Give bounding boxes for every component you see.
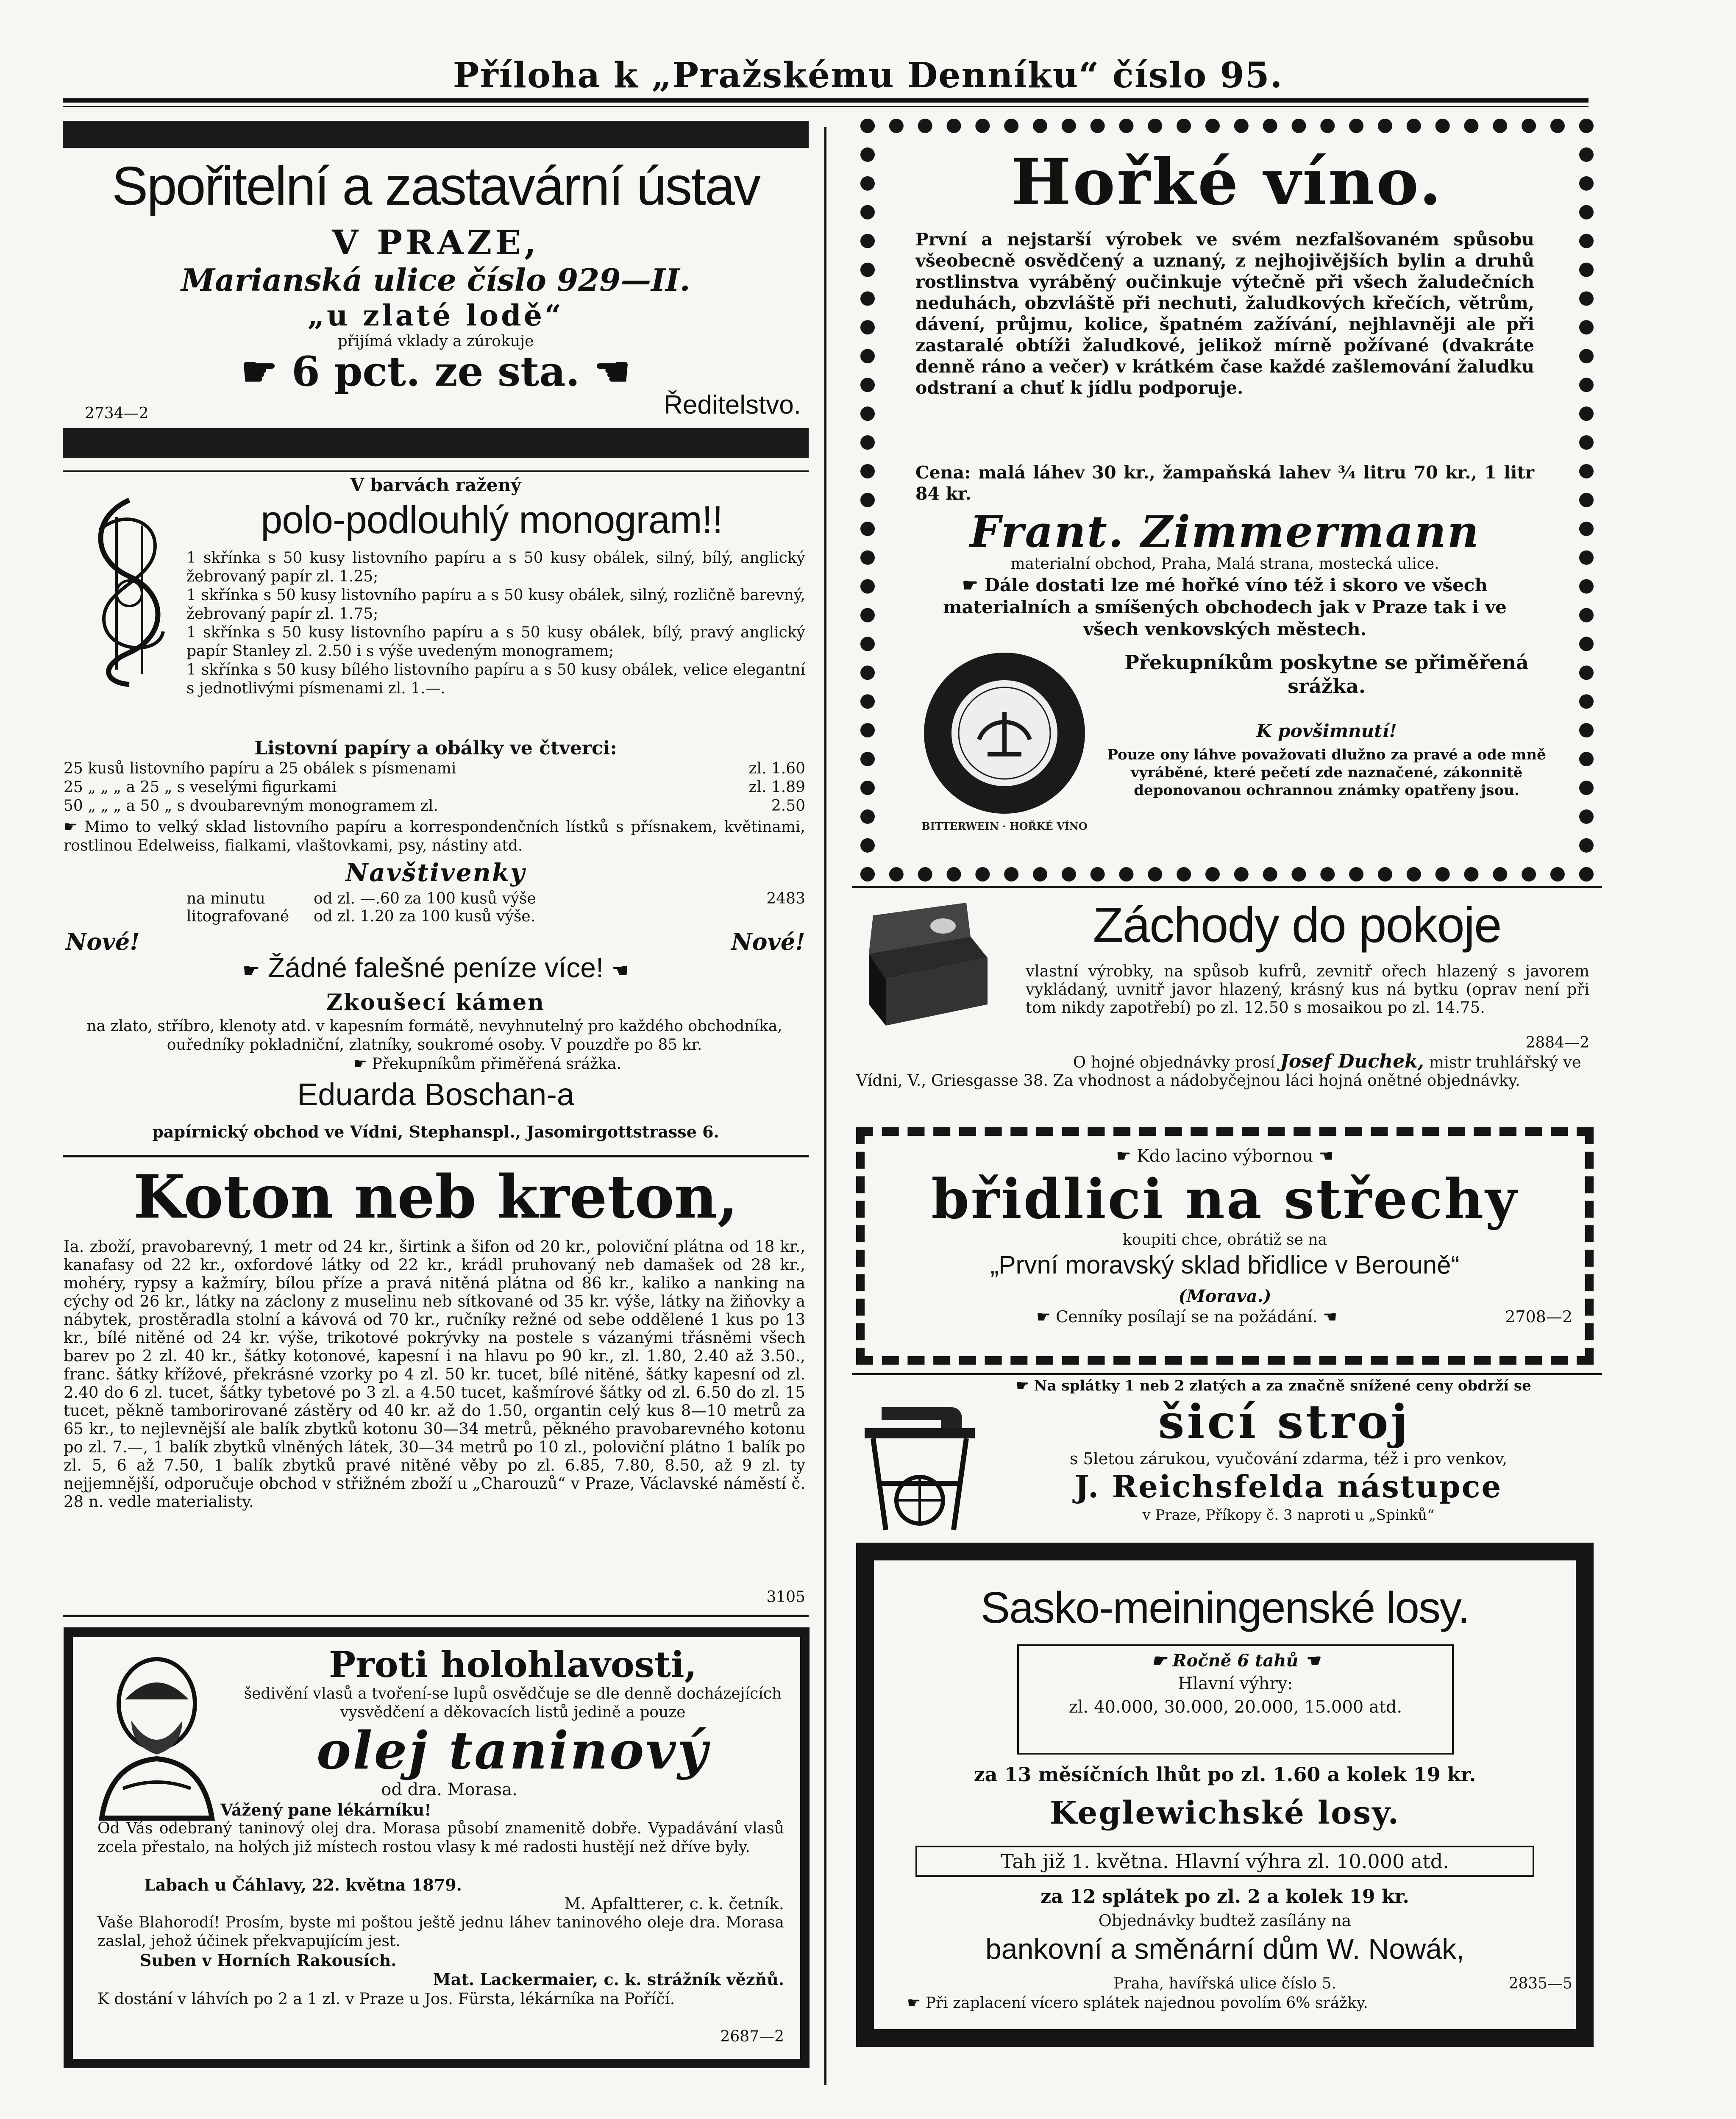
list-item: 1 skřínka s 50 kusy listovního papíru a s 50 kusy obálek, silný, bílý, anglický žebrovaný papír zl. 1.25;: [186, 549, 805, 585]
lottery-months: za 13 měsíčních lhůt po zl. 1.60 a kolek 19 kr.: [974, 1763, 1476, 1786]
hair-number: 2687—2: [720, 2028, 784, 2045]
sewing-text: s 5letou zárukou, vyučování zdarma, též i pro venkov,: [1069, 1449, 1508, 1468]
savings-accepts: přijímá vklady a zúrokuje: [337, 333, 534, 350]
wine-more: [915, 574, 1534, 640]
hair-place2: Suben v Horních Rakousích.: [140, 1951, 397, 1970]
wine-maker-sub: materialní obchod, Praha, Malá strana, mostecká ulice.: [1010, 555, 1439, 573]
table-row: [64, 778, 805, 797]
monogram-ornament-icon: [74, 492, 184, 691]
table-cell: litografované: [186, 908, 289, 925]
hair-product: olej taninový: [316, 1720, 709, 1781]
slate-catalog: [932, 1307, 1441, 1326]
table-cell: 25 „ „ „ a 25 „ s veselými figurkami: [64, 779, 337, 796]
pointing-hand-icon: ☚: [611, 959, 629, 982]
seal-text: BITTERWEIN · HOŘKÉ VÍNO: [921, 820, 1088, 832]
sewing-kicker-text: Na splátky 1 neb 2 zlatých a za značně snížené ceny obdrží se: [1034, 1377, 1531, 1394]
table-cell: 50 „ „ „ a 50 „ s dvoubarevným monogramem zl.: [64, 797, 438, 815]
sewing-machine-icon: [856, 1390, 983, 1534]
toilet-order: [856, 1052, 1589, 1090]
slate-title: břidlici na střechy: [931, 1168, 1519, 1231]
lottery-title: Sasko-meiningenské losy.: [980, 1583, 1469, 1632]
hair-maker: od dra. Morasa.: [381, 1780, 517, 1799]
savings-number: 2734—2: [85, 405, 149, 422]
table-cell: na minutu: [186, 890, 265, 907]
koton-text: Ia. zboží, pravobarevný, 1 metr od 24 kr., širtink a šifon od 20 kr., poloviční plátna od 18 kr., kanafasy od 22 kr., oxfordové látky od 22 kr., krádl pruhovaný neb damašek od 28 kr., mohéry, rypsy a kažmíry, bílou příze a pravá nitěná plátna od 86 kr., kaliko a nanking na cýchy od 26 kr., látky na záclony z muselinu neb sítkované od 35 kr. výše, látky na žiňovky a nábytek, prostěradla stolní a kávová od 70 kr., ručníky režné od sebe oddělené 1 kus po 13 kr., bílé nitěné od 24 kr. výše, trikotové pokrývky na postele s vázanými třásněmi všech barev po 2 zl. 40 kr., šátky kotonové, kapesní i na hlavu po 90 kr., zl. 1.80, 2.40 až 3.50., franc. šátky křížové, překrásné vzorky po 4 zl. 50 kr. tucet, bílé nitěné, šátky kapesní od zl. 2.40 do 6 zl. tucet, šátky tybetové po 3 zl. a 4.50 tucet, kašmírové šátky od zl. 6.50 do zl. 15 tucet, pěkně tamborirované zástěry od 40 kr. až do 1.50, organtin celý kus 8—10 metrů za 65 kr., to nejlevnější ale balík zbytků kotonu 30—34 metrů, pěkného pravobarevného kotonu po zl. 7.—, 1 balík zbytků vlněných látek, 30—34 metrů po 10 zl., poloviční plátno 1 balík po zl. 5, 6 až 7.50, 1 balík zbytků pravé nitěné věby po zl. 6.85, 7.80, 8.50, až 9 zl. ty nejjemnější, odporučuje obchod v střižném zboží u „Charouzů“ v Praze, Václavské náměstí č. 28 n. vedle materialisty.: [64, 1237, 805, 1511]
table-cell: od zl. 1.20 za 100 kusů výše.: [314, 908, 536, 925]
pointing-hand-icon: ☛: [1116, 1146, 1132, 1166]
seal-icon: [920, 648, 1089, 818]
slate-kicker: [873, 1146, 1577, 1166]
hair-place1: Labach u Čáhlavy, 22. května 1879.: [144, 1875, 462, 1894]
stone-discount: [297, 1055, 678, 1073]
table-cell: od zl. —.60 za 100 kusů výše: [314, 890, 536, 907]
slate-number: 2708—2: [1505, 1307, 1572, 1326]
new-right: Nové!: [731, 928, 805, 955]
pointing-hand-icon: ☛: [907, 1994, 921, 2012]
koton-number: 3105: [766, 1588, 805, 1606]
cards-title: Navštivenky: [345, 858, 526, 887]
wine-resell: Překupníkům poskytne se přiměřená srážka.: [1124, 651, 1529, 698]
header-rule-thin: [63, 106, 1589, 107]
table-row: [186, 890, 805, 908]
sewing-kicker: [954, 1377, 1594, 1394]
pointing-hand-icon: ☚: [1304, 1651, 1320, 1671]
pointing-hand-icon: ☛: [962, 575, 978, 595]
hair-sign1: M. Apfaltterer, c. k. četník.: [564, 1894, 784, 1913]
savings-rate: [63, 348, 809, 395]
hair-sale: K dostání v láhvích po 2 a 1 zl. v Praze u Jos. Fürsta, lékárníka na Poříčí.: [97, 1990, 675, 2008]
monogram-kicker: V barvách ražený: [350, 475, 521, 495]
slate-kicker-text: Kdo lacino výbornou: [1136, 1146, 1313, 1166]
sewing-title: šicí stroj: [1158, 1394, 1410, 1449]
hair-sign2: Mat. Lackermaier, c. k. strážník vězňů.: [433, 1970, 784, 1989]
table-cell: zl. 1.60: [748, 760, 805, 777]
savings-bottom-bar: [63, 428, 809, 458]
monogram-note: [64, 818, 805, 855]
list-item: 1 skřínka s 50 kusy bílého listovního papíru a s 50 kusy obálek, velice elegantní s jednotlivými písmenami zl. 1.—.: [186, 661, 805, 697]
pointing-hand-icon: ☛: [353, 1055, 367, 1073]
sewing-maker: J. Reichsfelda nástupce: [1074, 1468, 1502, 1504]
savings-top-bar: [63, 121, 809, 148]
lottery-kegl: Keglewichské losy.: [1049, 1795, 1400, 1831]
rule: [852, 1373, 1602, 1375]
lottery-installments: za 12 splátek po zl. 2 a kolek 19 kr.: [1040, 1886, 1409, 1908]
cards-table: [186, 890, 805, 926]
sewing-address: v Praze, Příkopy č. 3 naproti u „Spinků“: [1142, 1507, 1435, 1524]
table-cell: 2.50: [771, 797, 805, 815]
pointing-hand-icon: ☚: [1318, 1146, 1334, 1166]
monogram-items: [186, 549, 805, 698]
bust-portrait-icon: [85, 1649, 229, 1822]
coins-title: [63, 951, 809, 984]
pointing-hand-icon: ☛: [1036, 1307, 1051, 1326]
pointing-hand-icon: ☛: [1151, 1651, 1167, 1671]
header-rule: [63, 98, 1589, 103]
wine-maker: Frant. Zimmermann: [970, 506, 1480, 557]
pointing-hand-icon: ☛: [242, 959, 260, 982]
lottery-bank: bankovní a směnární dům W. Nowák,: [985, 1933, 1465, 1965]
savings-street: Marianská ulice číslo 929—II.: [181, 262, 690, 298]
coins-title-text: Žádné falešné peníze více!: [267, 952, 604, 983]
savings-house: „u zlaté lodě“: [307, 299, 564, 333]
stone-text: na zlato, stříbro, klenoty atd. v kapesním formátě, nevyhnutelný pro každého obchodníka, ouředníky pokladniční, zlatníky, soukromé osoby. V pouzdře po 85 kr.: [86, 1018, 782, 1054]
pointing-hand-icon: ☚: [594, 348, 631, 395]
table-row: [186, 908, 805, 926]
slate-region: (Morava.): [1178, 1286, 1271, 1306]
rule: [63, 1615, 809, 1617]
toilet-order-text: O hojné objednávky prosí: [1073, 1053, 1275, 1071]
table-row: [64, 797, 805, 815]
commode-icon: [856, 898, 996, 1043]
rule: [63, 1155, 809, 1157]
lottery-address: Praha, havířská ulice číslo 5.: [1113, 1975, 1336, 1992]
pointing-hand-icon: ☚: [1322, 1307, 1338, 1326]
list-item: 1 skřínka s 50 kusy listovního papíru a s 50 kusy obálek, bílý, pravý anglický papír Stanley zl. 2.50 i s výše uvedeným monogramem;: [186, 624, 805, 660]
slate-want: koupiti chce, obrátiž se na: [1122, 1231, 1327, 1249]
shop-name: Eduarda Boschan-a: [297, 1077, 575, 1112]
stone-discount-text: Překupníkům přiměřená srážka.: [372, 1055, 622, 1073]
table-cell: 25 kusů listovního papíru a 25 obálek s písmenami: [64, 760, 456, 777]
list-item: 1 skřínka s 50 kusy listovního papíru a s 50 kusy obálek, silný, rozličně barevný, žebrovaný papír zl. 1.75;: [186, 587, 805, 623]
hair-title: Proti holohlavosti,: [329, 1643, 697, 1685]
rule: [852, 886, 1602, 888]
toilet-maker-rest: mistr truhlářský ve Vídni, V., Griesgasse 38. Za vhodnost a nádobyčejnou láci hojná onětné objednávky.: [856, 1053, 1581, 1090]
lottery-draws-text: Ročně 6 tahů: [1172, 1651, 1299, 1671]
savings-city: V PRAZE,: [332, 222, 540, 262]
price-table: [64, 759, 805, 815]
slate-catalog-text: Cenníky posílají se na požádání.: [1056, 1307, 1318, 1326]
pointing-hand-icon: ☛: [241, 348, 278, 395]
hair-letter2: Vaše Blahorodí! Prosím, byste mi poštou ještě jednu láhev taninového oleje dra. Morasa zaslal, jehož účinek překvapujícím jest.: [97, 1914, 784, 1950]
shop-address: papírnický obchod ve Vídni, Stephanspl., Jasomirgottstrasse 6.: [152, 1122, 719, 1141]
rule: [63, 470, 809, 472]
toilet-text: vlastní výrobky, na spůsob kufrů, zevnitř ořech hlazený s javorem vykládaný, uvnitř javor hlazený, krásný kus ná bytku (oprav není při tom nikdy zapotřebí) po zl. 12.50 s mosaikou po zl. 14.75.: [1026, 962, 1589, 1017]
table-row: [64, 759, 805, 778]
table-cell: zl. 1.89: [748, 779, 805, 796]
page-title: Příloha k „Pražskému Denníku“ číslo 95.: [453, 55, 1283, 96]
new-left: Nové!: [66, 928, 140, 955]
stone-title: Zkoušecí kámen: [326, 990, 545, 1015]
wine-price: Cena: malá láhev 30 kr., žampaňská lahev ¾ litru 70 kr., 1 litr 84 kr.: [915, 462, 1534, 504]
lottery-draws: [1017, 1651, 1454, 1671]
lottery-discount-text: Při zaplacení vícero splátek najednou povolím 6% srážky.: [925, 1994, 1368, 2012]
column-divider: [824, 127, 826, 2085]
wine-text: První a nejstarší výrobek ve svém nezfalšovaném spůsobu všeobecně osvědčený a uznaný, z nejhojivějších bylin a druhů rostlinstva vyráběný oučinkuje výtečně při všech žaludečních neduhách, obzvláště při nechuti, žaludkových křečích, větrům, dávení, průjmu, kolice, špatném zažívání, nejhlavněji ale při zastaralé obtíži žaludkové, jelikož mírně požívané (dvakráte denně ráno a večer) v krátkém čase každé zašlemování žaludku odstraní a chuť k jídlu podporuje.: [915, 229, 1534, 398]
slate-company: „První moravský sklad břidlice v Berouně“: [990, 1251, 1460, 1279]
wine-warning: Pouze ony láhve považovati dlužno za pravé a ode mně vyráběné, které pečetí zde naznačené, zákonnitě deponovanou ochrannou známky opatřeny jsou.: [1107, 746, 1546, 799]
monogram-subtitle: Listovní papíry a obálky ve čtverci:: [254, 737, 617, 759]
toilet-number: 2884—2: [1525, 1034, 1589, 1051]
wine-warning-title: K povšimnutí!: [1256, 720, 1397, 741]
koton-title: Koton neb kreton,: [133, 1162, 738, 1232]
table-cell: 2483: [766, 890, 805, 907]
lottery-main-label: Hlavní výhry:: [1178, 1674, 1293, 1694]
pointing-hand-icon: ☛: [64, 818, 78, 836]
savings-signature: Ředitelstvo.: [664, 390, 801, 420]
lottery-draw-date: Tah již 1. května. Hlavní výhra zl. 10.000 atd.: [915, 1846, 1534, 1877]
hair-greeting: Vážený pane lékárníku!: [220, 1800, 431, 1819]
lottery-main-values: zl. 40.000, 30.000, 20.000, 15.000 atd.: [1068, 1697, 1402, 1717]
wine-more-text: Dále dostati lze mé hořké víno též i skoro ve všech materialních a smíšených obchodech jak v Praze tak i ve všech venkovských městech.: [943, 575, 1507, 640]
hair-intro: šedivění vlasů a tvoření-se lupů osvědčuje se dle denně docházejících vysvědčení a děkovacích listů jedině a pouze: [244, 1685, 782, 1721]
wine-title: Hořké víno.: [1011, 145, 1443, 220]
savings-title: Spořitelní a zastavární ústav: [111, 156, 760, 217]
monogram-title: polo-podlouhlý monogram!!: [261, 498, 723, 542]
pointing-hand-icon: ☛: [1016, 1377, 1029, 1394]
lottery-discount: [907, 1994, 1568, 2013]
lottery-orders: Objednávky budtež zasílány na: [1098, 1911, 1352, 1930]
toilet-maker: Josef Duchek,: [1280, 1051, 1424, 1072]
lottery-number: 2835—5: [1508, 1975, 1572, 1992]
savings-rate-text: 6 pct. ze sta.: [291, 348, 580, 395]
toilet-title: Záchody do pokoje: [1093, 897, 1501, 953]
monogram-note-text: Mimo to velký sklad listovního papíru a korrespondenčních lístků s přísnakem, květinami, rostlinou Edelweiss, fialkami, vlaštovkami, psy, nástiny atd.: [64, 818, 805, 854]
hair-letter1: Od Vás odebraný taninový olej dra. Morasa působí znamenitě dobře. Vypadávání vlasů zcela přestalo, na holých již místech rostou vlasy k mé radosti hustějí než dříve byly.: [97, 1820, 784, 1856]
